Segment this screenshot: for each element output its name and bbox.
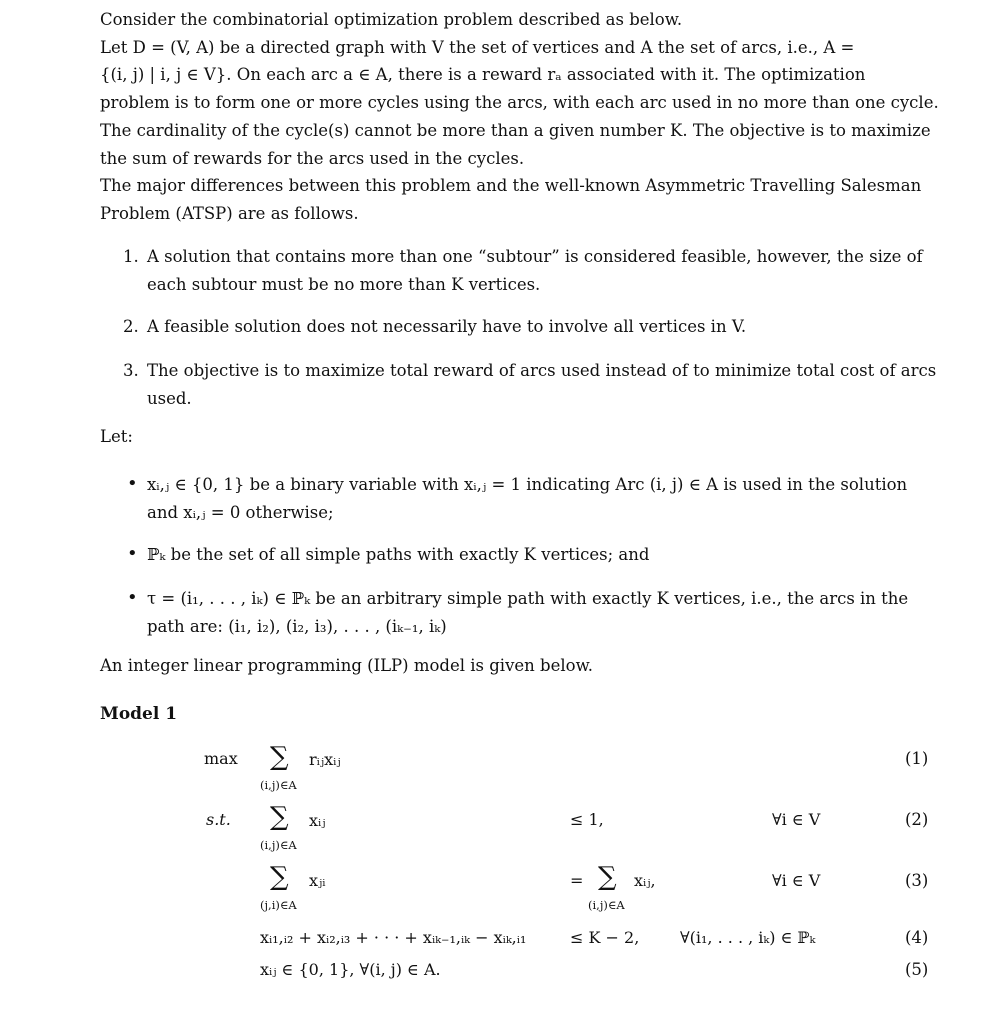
bullet-line: xᵢ,ⱼ ∈ {0, 1} be a binary variable with xᵢ,ⱼ = 1 indicating Arc (i, j) ∈ A is used in the solution — [147, 475, 908, 494]
item-number: 2. — [123, 317, 139, 336]
constraint3-term: xⱼᵢ — [309, 871, 326, 890]
constraint2-forall: ∀i ∈ V — [772, 810, 821, 829]
item-line: each subtour must be no more than K vertices. — [147, 274, 541, 294]
bullet-line: τ = (i₁, . . . , iₖ) ∈ ℙₖ be an arbitrary simple path with exactly K vertices, i.e., the arcs in the — [147, 589, 909, 608]
constraint2-relation: ≤ 1, — [570, 810, 604, 829]
bullet-icon: • — [127, 543, 138, 564]
intro-line: The major differences between this problem and the well-known Asymmetric Travelling Salesman — [100, 176, 922, 196]
objective-subscript: (i,j)∈A — [260, 778, 297, 792]
constraint2-term: xᵢⱼ — [309, 811, 326, 830]
difference-item-1 — [123, 243, 931, 298]
constraint4-lhs: xᵢ₁,ᵢ₂ + xᵢ₂,ᵢ₃ + · · · + xᵢₖ₋₁,ᵢₖ − xᵢₖ,ᵢ₁ — [260, 928, 527, 947]
intro-paragraph — [100, 6, 939, 228]
item-number: 3. — [123, 361, 139, 380]
eq-number-5: (5) — [905, 960, 929, 979]
intro-line: {(i, j) | i, j ∈ V}. On each arc a ∈ A, there is a reward rₐ associated with it. The optimization — [100, 65, 866, 85]
sum-symbol: ∑ — [598, 862, 617, 892]
difference-item-3 — [123, 357, 937, 412]
let-label: Let: — [100, 427, 133, 446]
constraint3-rhs-term: xᵢⱼ, — [634, 871, 656, 890]
constraint3-subscript: (j,i)∈A — [260, 898, 297, 912]
objective-term: rᵢⱼxᵢⱼ — [309, 750, 341, 769]
bullet-line: path are: (i₁, i₂), (i₂, i₃), . . . , (iₖ₋₁, iₖ) — [147, 616, 447, 636]
eq-number-3: (3) — [905, 871, 929, 890]
bullet-line: and xᵢ,ⱼ = 0 otherwise; — [147, 502, 334, 522]
constraint4-forall: ∀(i₁, . . . , iₖ) ∈ ℙₖ — [680, 928, 816, 947]
constraint5: xᵢⱼ ∈ {0, 1}, ∀(i, j) ∈ A. — [260, 960, 441, 979]
st-label: s.t. — [206, 810, 231, 829]
intro-line: Consider the combinatorial optimization problem described as below. — [100, 10, 683, 29]
constraint3-forall: ∀i ∈ V — [772, 871, 821, 890]
item-line: A feasible solution does not necessarily have to involve all vertices in V. — [147, 317, 747, 336]
item-number: 1. — [123, 247, 139, 266]
ilp-intro-text: An integer linear programming (ILP) model is given below. — [100, 656, 593, 675]
item-line: The objective is to maximize total reward of arcs used instead of to minimize total cost of arcs — [147, 361, 937, 380]
bullet-icon: • — [127, 473, 138, 494]
bullet-line: ℙₖ be the set of all simple paths with exactly K vertices; and — [147, 545, 650, 564]
difference-item-2 — [123, 313, 931, 341]
bullet-item-1 — [127, 471, 931, 526]
eq-number-1: (1) — [905, 749, 929, 768]
intro-line: Problem (ATSP) are as follows. — [100, 203, 359, 223]
sum-symbol: ∑ — [270, 802, 289, 832]
intro-line: problem is to form one or more cycles using the arcs, with each arc used in no more than one cycle. — [100, 93, 939, 113]
constraint2-subscript: (i,j)∈A — [260, 838, 297, 852]
intro-line: The cardinality of the cycle(s) cannot be more than a given number K. The objective is to maximize — [100, 120, 931, 140]
eq-number-4: (4) — [905, 928, 929, 947]
sum-symbol: ∑ — [270, 862, 289, 892]
intro-line: Let D = (V, A) be a directed graph with V the set of vertices and A the set of arcs, i.e., A = — [100, 37, 855, 57]
constraint3-rhs-subscript: (i,j)∈A — [588, 898, 625, 912]
intro-line: the sum of rewards for the arcs used in the cycles. — [100, 148, 525, 168]
bullet-item-2 — [127, 541, 931, 569]
bullet-icon: • — [127, 587, 138, 608]
eq-number-2: (2) — [905, 810, 929, 829]
sum-symbol: ∑ — [270, 742, 289, 772]
model-title: Model 1 — [100, 704, 178, 724]
max-label: max — [204, 749, 238, 768]
constraint4-relation: ≤ K − 2, — [570, 928, 640, 947]
item-line: A solution that contains more than one “subtour” is considered feasible, however, the size of — [147, 247, 923, 266]
item-line: used. — [147, 388, 192, 408]
bullet-item-3 — [127, 585, 931, 640]
constraint3-relation: = — [570, 871, 584, 890]
